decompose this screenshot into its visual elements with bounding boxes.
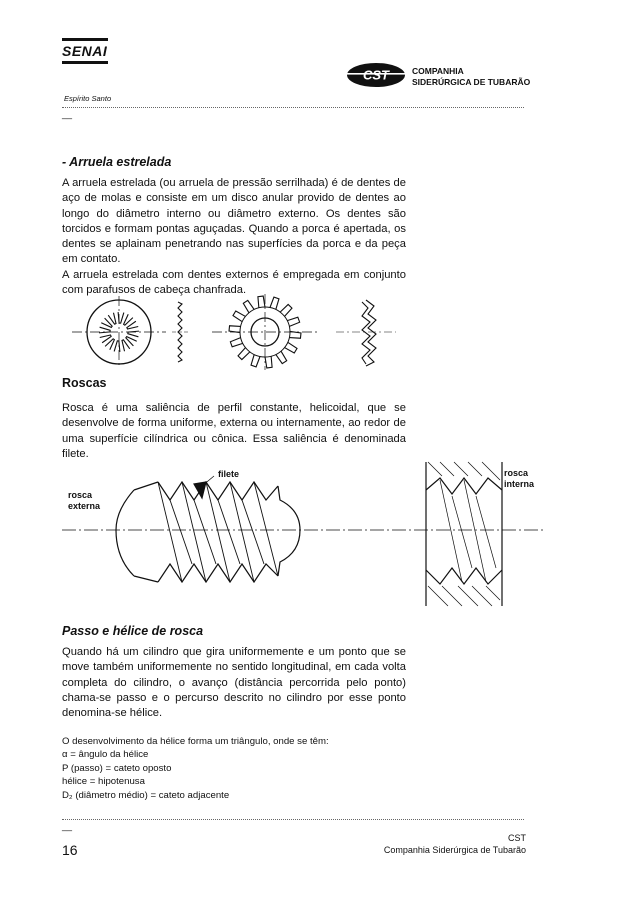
arruela-paragraph-2: A arruela estrelada com dentes externos é empregada em conjunto com parafusos de cabeça chanfrada. [62, 268, 406, 297]
label-rosca-externa [68, 490, 100, 512]
internal-tooth-washer [72, 296, 166, 368]
footer-rule-mark: __ [62, 821, 73, 831]
helix-item-hipotenusa: hélice = hipotenusa [62, 776, 145, 788]
company-line-2: SIDERÚRGICA DE TUBARÃO [412, 77, 531, 87]
passo-paragraph: Quando há um cilindro que gira uniformemente e um ponto que se move também uniformemente no sentido longitudinal, em cada volta completa do cilindro, o avanço (distância percorrida pelo ponto) chama-se passo e o percurso descrito no cilindro por esse ponto denomina-se hélice. [62, 646, 406, 720]
cst-logo-text: CST [363, 67, 389, 83]
label-rosca-interna [504, 468, 534, 490]
company-line-1: COMPANHIA [412, 66, 464, 76]
footer-rule [62, 819, 524, 820]
company-name [412, 66, 530, 88]
arruela-title: - Arruela estrelada [62, 155, 172, 169]
helix-item-angle: α = ângulo da hélice [62, 749, 149, 761]
footer-org-short: CST [508, 833, 526, 843]
label-filete: filete [218, 469, 240, 479]
senai-logo [62, 36, 108, 66]
external-thread-bolt [116, 476, 300, 582]
label-rosca-interna-line1: rosca [504, 468, 529, 478]
label-rosca-externa-line1: rosca [68, 490, 93, 500]
header-rule [62, 107, 524, 108]
passo-title: Passo e hélice de rosca [62, 624, 204, 638]
footer-org-full: Companhia Siderúrgica de Tubarão [383, 845, 526, 855]
cst-logo [346, 62, 406, 88]
label-rosca-interna-line2: interna [504, 479, 535, 489]
internal-thread-section [426, 462, 502, 606]
thread-figure [62, 460, 544, 608]
roscas-title: Roscas [62, 376, 107, 390]
external-tooth-washer [212, 294, 318, 370]
senai-logo-text: SENAI [62, 43, 108, 59]
roscas-paragraph: Rosca é uma saliência de perfil constante, helicoidal, que se desenvolve de forma uniforme, externa ou internamente, ao redor de uma superfície cilíndrica ou cônica. Essa saliência é denominada filete. [62, 402, 406, 460]
helix-intro: O desenvolvimento da hélice forma um triângulo, onde se têm: [62, 736, 329, 747]
helix-definitions [62, 735, 329, 802]
footer-organization [384, 832, 526, 856]
arruela-text [62, 176, 406, 298]
label-rosca-externa-line2: externa [68, 501, 101, 511]
helix-item-diametro: D₂ (diâmetro médio) = cateto adjacente [62, 789, 230, 801]
helix-item-passo: P (passo) = cateto oposto [62, 762, 172, 774]
star-washer-figure [62, 292, 402, 370]
header-state: Espírito Santo [64, 94, 112, 103]
washer-side-view-1 [172, 302, 190, 362]
washer-side-view-2 [336, 300, 396, 366]
header-rule-mark: __ [62, 109, 73, 119]
page-number: 16 [62, 842, 78, 858]
arruela-paragraph-1: A arruela estrelada (ou arruela de pressão serrilhada) é de dentes de aço de molas e consiste em um disco anular provido de dentes ao longo do diâmetro interno ou diâmetro externo. Os dentes são torcidos e formam pontas aguçadas. Quando a porca é apertada, os dentes se aplainam penetrando nas superfícies da porca e da peça em contato. [62, 177, 406, 266]
